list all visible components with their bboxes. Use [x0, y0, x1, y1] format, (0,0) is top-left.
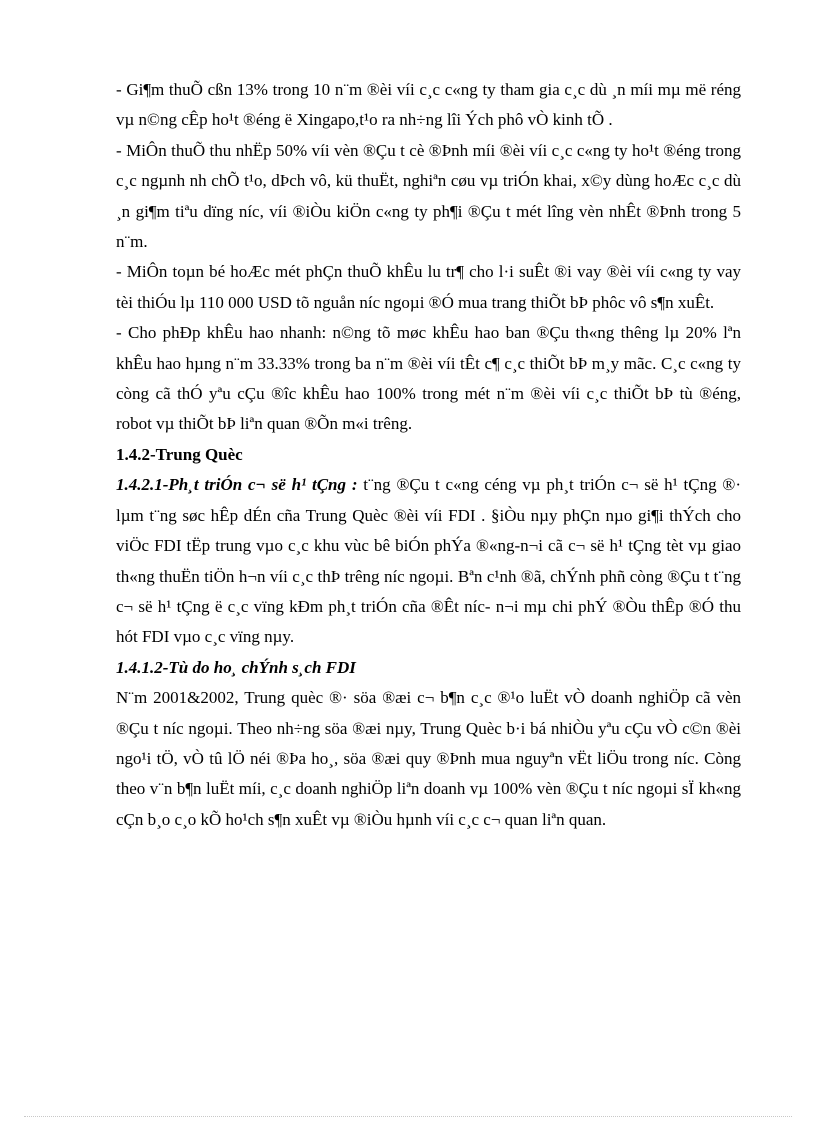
paragraph-income-tax-exemption: - MiÔn thuÕ thu nhËp 50% víi vèn ®Çu t cè ®Þnh míi ®èi víi c¸c c«ng ty ho¹t ®éng trong c¸c ngµnh nh chÕ t¹o, dÞch vô, kü thuËt, nghiªn cøu vµ triÓn khai, x©y dùng hoÆc c¸c dù ¸n gi¶m tiªu dïng níc, víi ®iÒu kiÖn c«ng ty ph¶i ®Çu t mét lîng vèn nhÊt ®Þnh trong 5 n¨m. — [116, 140, 741, 252]
paragraph-tax-reduction: - Gi¶m thuÕ cßn 13% trong 10 n¨m ®èi víi c¸c c«ng ty tham gia c¸c dù ¸n míi mµ më réng vµ n©ng cÊp ho¹t ®éng ë Xingapo,t¹o ra nh÷ng lîi Ých phô vÒ kinh tÕ . — [116, 80, 741, 130]
subsection-infrastructure-text: t¨ng ®Çu t c«ng céng vµ ph¸t triÓn c¬ së h¹ tÇng ®· lµm t¨ng søc hÊp dÉn cña Trung Quèc ®èi víi FDI . §iÒu nµy phÇn nµo gi¶i thÝch cho viÖc FDI tËp trung vµo c¸c khu vùc bê biÓn phÝa ®«ng-n¬i cã c¬ së h¹ tÇng tèt vµ giao th«ng thuËn tiÖn h¬n víi c¸c thÞ trêng níc ngoµi. Bªn c¹nh ®ã, chÝnh phñ còng ®Çu t t¨ng c¬ së h¹ tÇng ë c¸c vïng kÐm ph¸t triÓn cña ®Êt níc- n¬i mµ chi phÝ ®Òu thÊp ®Ó thu hót FDI vµo c¸c vïng nµy. — [116, 475, 741, 647]
page-bottom-divider — [24, 1116, 792, 1117]
subsection-infrastructure-title: 1.4.2.1-Ph¸t triÓn c¬ së h¹ tÇng : — [116, 475, 358, 495]
paragraph-accelerated-depreciation: - Cho phÐp khÊu hao nhanh: n©ng tõ møc khÊu hao ban ®Çu th«ng thêng lµ 20% lªn khÊu hao hµng n¨m 33.33% trong ba n¨m ®èi víi tÊt c¶ c¸c thiÕt bÞ m¸y mãc. C¸c c«ng ty còng cã thÓ yªu cÇu ®îc khÊu hao 100% trong mét n¨m ®èi víi c¸c thiÕt bÞ tù ®éng, robot vµ thiÕt bÞ liªn quan ®Õn m«i trêng. — [116, 323, 741, 434]
paragraph-law-amendments: N¨m 2001&2002, Trung quèc ®· söa ®æi c¬ b¶n c¸c ®¹o luËt vÒ doanh nghiÖp cã vèn ®Çu t níc ngoµi. Theo nh÷ng söa ®æi nµy, Trung Quèc b·i bá nhiÒu yªu cÇu vÒ c©n ®èi ngo¹i tÖ, vÒ tû lÖ néi ®Þa ho¸, söa ®æi quy ®Þnh mua nguyªn vËt liÖu trong níc. Còng theo v¨n b¶n luËt míi, c¸c doanh nghiÖp liªn doanh vµ 100% vèn ®Çu t níc ngoµi sÏ kh«ng cÇn b¸o c¸o kÕ ho¹ch s¶n xuÊt vµ ®iÒu hµnh víi c¸c c¬ quan liªn quan. — [116, 688, 741, 829]
section-heading-china: 1.4.2-Trung Quèc — [116, 444, 243, 464]
paragraph-withholding-tax: - MiÔn toµn bé hoÆc mét phÇn thuÕ khÊu lu tr¶ cho l·i suÊt ®i vay ®èi víi c«ng ty vay tèi thiÓu lµ 110 000 USD tõ nguån níc ngoµi ®Ó mua trang thiÕt bÞ phôc vô s¶n xuÊt. — [116, 262, 741, 312]
subsection-fdi-liberalization: 1.4.1.2-Tù do ho¸ chÝnh s¸ch FDI — [116, 657, 356, 677]
subsection-infrastructure — [116, 470, 741, 652]
document-body — [116, 75, 741, 835]
